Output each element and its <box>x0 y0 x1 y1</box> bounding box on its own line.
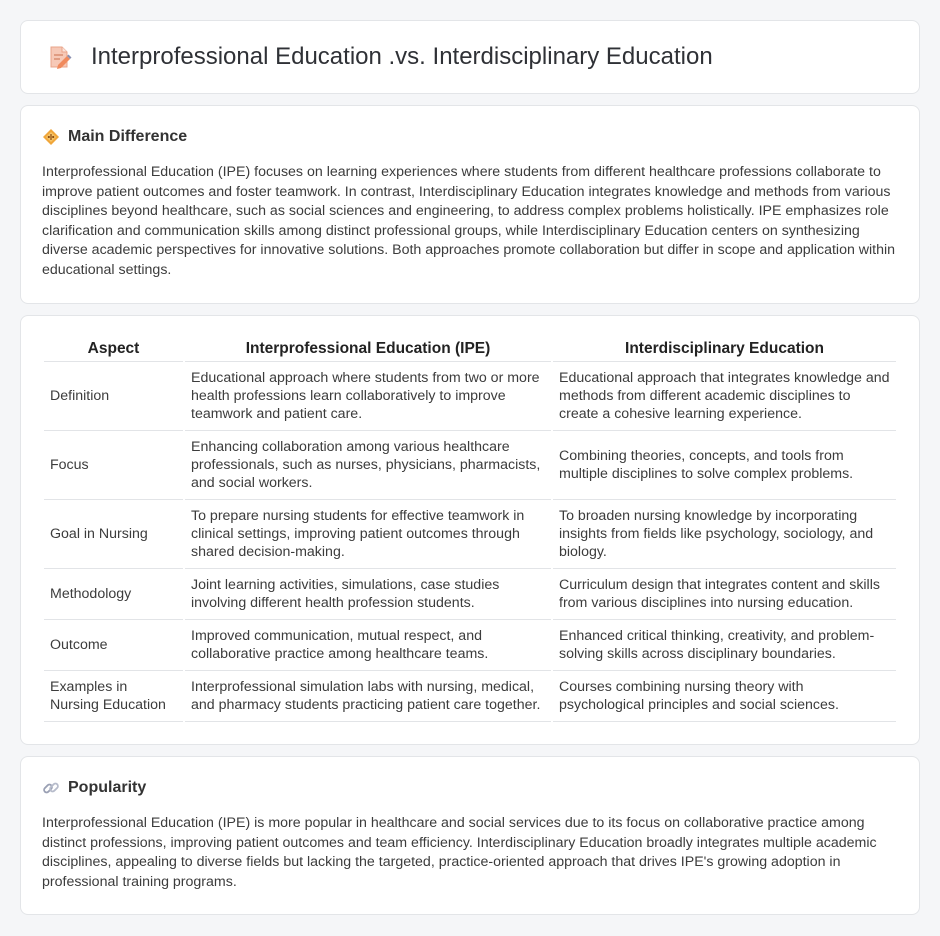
main-difference-text: Interprofessional Education (IPE) focuses on learning experiences where students from different healthcare professions collaborate to improve patient outcomes and foster teamwork. In contrast, Interdisciplinary Education integrates knowledge and methods from various disciplines beyond healthcare, such as social sciences and engineering, to address complex problems holistically. IPE emphasizes role clarification and communication skills among distinct professional groups, while Interdisciplinary Education centers on synthesizing diverse academic perspectives for innovative solutions. Both approaches promote collaboration but differ in scope and application within educational settings. <box>42 164 896 278</box>
cell-interdisciplinary: Enhanced critical thinking, creativity, and problem-solving skills across disciplinary boundaries. <box>553 620 896 671</box>
table-row <box>44 431 896 500</box>
popularity-text: Interprofessional Education (IPE) is more popular in healthcare and social services due to its focus on collaborative practice among distinct professions, improving patient outcomes and team efficiency. Interdisciplinary Education broadly integrates multiple academic disciplines, appealing to diverse fields but lacking the targeted, practice-oriented approach that drives IPE's growing adoption in professional training programs. <box>42 815 877 890</box>
comparison-section <box>20 315 920 745</box>
diamond-icon <box>42 128 60 146</box>
cell-ipe: To prepare nursing students for effective teamwork in clinical settings, improving patient outcomes through shared decision-making. <box>185 500 551 569</box>
header-ipe: Interprofessional Education (IPE) <box>185 336 551 362</box>
cell-ipe: Enhancing collaboration among various healthcare professionals, such as nurses, physicians, pharmacists, and social workers. <box>185 431 551 500</box>
page-title: Interprofessional Education .vs. Interdisciplinary Education <box>91 43 713 70</box>
popularity-heading: Popularity <box>68 779 147 796</box>
page-header <box>20 20 920 94</box>
cell-aspect: Outcome <box>44 620 183 671</box>
table-row <box>44 569 896 620</box>
table-header-row <box>44 336 896 362</box>
comparison-table <box>42 336 898 722</box>
main-difference-heading-row <box>42 128 898 146</box>
cell-aspect: Methodology <box>44 569 183 620</box>
cell-ipe: Joint learning activities, simulations, case studies involving different health profession students. <box>185 569 551 620</box>
table-row <box>44 362 896 431</box>
cell-interdisciplinary: Courses combining nursing theory with psychological principles and social sciences. <box>553 671 896 722</box>
document-edit-icon <box>45 43 73 71</box>
cell-aspect: Goal in Nursing <box>44 500 183 569</box>
main-difference-heading: Main Difference <box>68 128 188 145</box>
table-row <box>44 671 896 722</box>
cell-aspect: Definition <box>44 362 183 431</box>
cell-aspect: Examples in Nursing Education <box>44 671 183 722</box>
cell-ipe: Improved communication, mutual respect, and collaborative practice among healthcare teams. <box>185 620 551 671</box>
table-row <box>44 620 896 671</box>
cell-ipe: Educational approach where students from two or more health professions learn collaboratively to improve teamwork and patient care. <box>185 362 551 431</box>
cell-interdisciplinary: Curriculum design that integrates content and skills from various disciplines into nursing education. <box>553 569 896 620</box>
cell-interdisciplinary: Combining theories, concepts, and tools from multiple disciplines to solve complex problems. <box>553 431 896 500</box>
cell-aspect: Focus <box>44 431 183 500</box>
cell-interdisciplinary: To broaden nursing knowledge by incorporating insights from fields like psychology, sociology, and biology. <box>553 500 896 569</box>
popularity-heading-row <box>42 779 898 797</box>
link-icon <box>42 779 60 797</box>
cell-interdisciplinary: Educational approach that integrates knowledge and methods from different academic disciplines to create a cohesive learning experience. <box>553 362 896 431</box>
header-aspect: Aspect <box>44 336 183 362</box>
main-difference-section <box>20 105 920 304</box>
header-interdisciplinary: Interdisciplinary Education <box>553 336 896 362</box>
table-row <box>44 500 896 569</box>
cell-ipe: Interprofessional simulation labs with nursing, medical, and pharmacy students practicing patient care together. <box>185 671 551 722</box>
popularity-section <box>20 756 920 915</box>
